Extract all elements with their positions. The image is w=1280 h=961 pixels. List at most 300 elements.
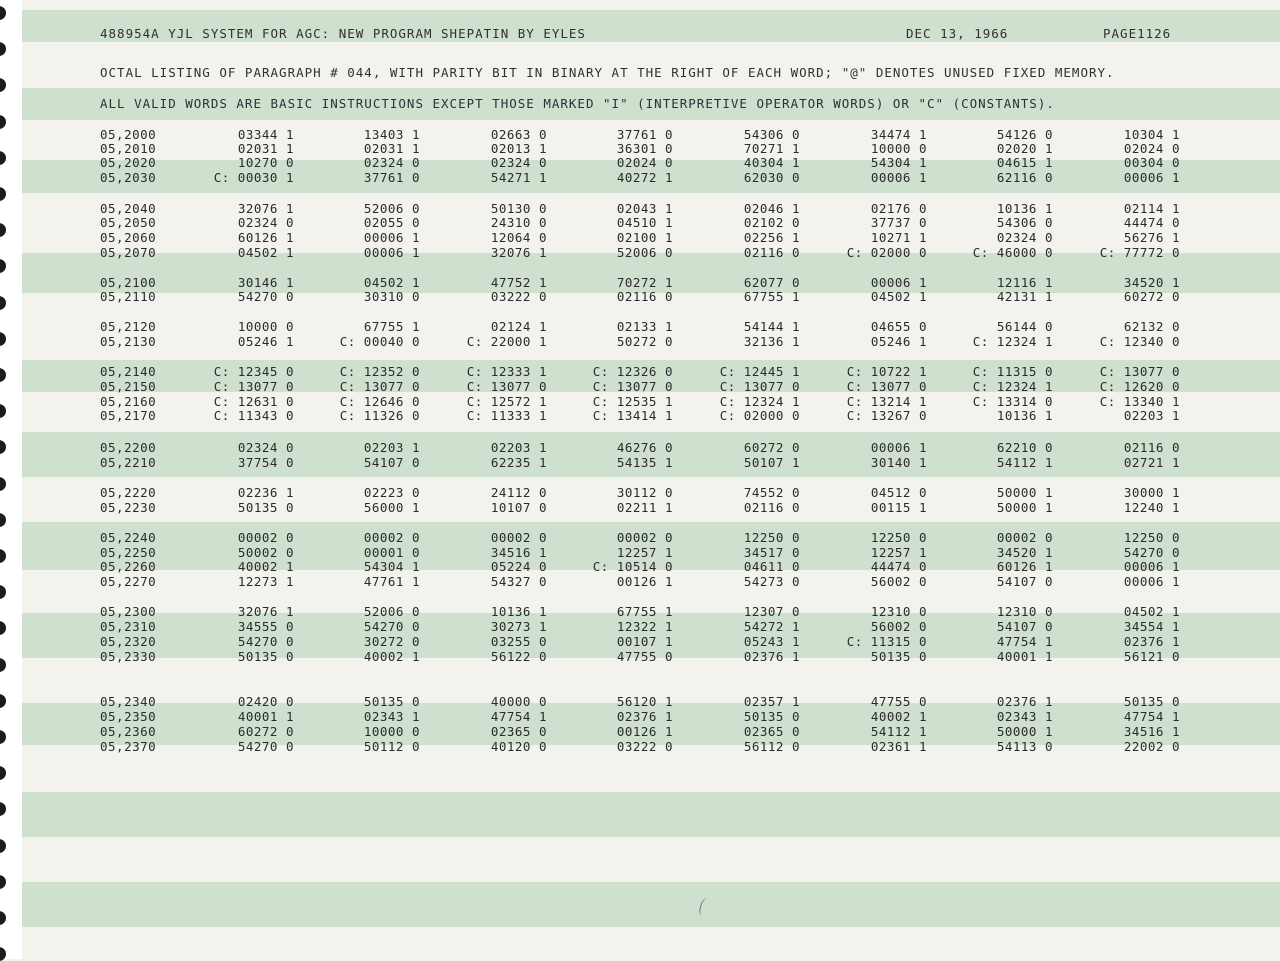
word-cell: 24310 0 — [490, 215, 547, 230]
word-cell: 54107 0 — [996, 574, 1053, 589]
listing-row — [0, 500, 1280, 515]
listing-row — [0, 619, 1280, 634]
word-cell: 46276 0 — [616, 440, 673, 455]
word-cell: 54113 0 — [996, 739, 1053, 754]
word-cell: 50135 0 — [870, 649, 927, 664]
word-cell: 12064 0 — [490, 230, 547, 245]
listing-row — [0, 455, 1280, 470]
word-cell: 02211 1 — [616, 500, 673, 515]
word-cell: 54112 1 — [870, 724, 927, 739]
header-date: DEC 13, 1966 — [906, 26, 1009, 41]
tractor-hole — [0, 6, 6, 20]
word-cell: 02721 1 — [1123, 455, 1180, 470]
address-cell: 05,2320 — [100, 634, 157, 649]
word-cell: 60272 0 — [1123, 289, 1180, 304]
word-cell: 54126 0 — [996, 127, 1053, 142]
address-cell: 05,2120 — [100, 319, 157, 334]
listing-row — [0, 289, 1280, 304]
word-cell: 02361 1 — [870, 739, 927, 754]
word-cell: 56276 1 — [1123, 230, 1180, 245]
tractor-hole — [0, 766, 6, 780]
word-cell: C: 11315 0 — [846, 634, 927, 649]
address-cell: 05,2050 — [100, 215, 157, 230]
address-cell: 05,2100 — [100, 275, 157, 290]
listing-row — [0, 141, 1280, 156]
word-cell: 00002 0 — [616, 530, 673, 545]
word-cell: 22002 0 — [1123, 739, 1180, 754]
word-cell: C: 12352 0 — [339, 364, 420, 379]
listing-row — [0, 275, 1280, 290]
word-cell: 02376 1 — [996, 694, 1053, 709]
address-cell: 05,2130 — [100, 334, 157, 349]
word-cell: 54107 0 — [363, 455, 420, 470]
tractor-hole — [0, 839, 6, 853]
word-cell: 62132 0 — [1123, 319, 1180, 334]
listing-row — [0, 408, 1280, 423]
word-cell: 00126 1 — [616, 574, 673, 589]
listing-row — [0, 379, 1280, 394]
word-cell: 04655 0 — [870, 319, 927, 334]
listing-row — [0, 739, 1280, 754]
word-cell: 00126 1 — [616, 724, 673, 739]
word-cell: C: 12620 0 — [1099, 379, 1180, 394]
address-cell: 05,2270 — [100, 574, 157, 589]
word-cell: 00006 1 — [870, 440, 927, 455]
word-cell: 40000 0 — [490, 694, 547, 709]
word-cell: 02365 0 — [490, 724, 547, 739]
word-cell: C: 10722 1 — [846, 364, 927, 379]
listing-row — [0, 334, 1280, 349]
word-cell: 62116 0 — [996, 170, 1053, 185]
word-cell: 54304 1 — [363, 559, 420, 574]
word-cell: 60126 1 — [237, 230, 294, 245]
word-cell: 00006 1 — [363, 245, 420, 260]
address-cell: 05,2170 — [100, 408, 157, 423]
word-cell: 02663 0 — [490, 127, 547, 142]
word-cell: 44474 0 — [1123, 215, 1180, 230]
address-cell: 05,2360 — [100, 724, 157, 739]
address-cell: 05,2300 — [100, 604, 157, 619]
word-cell: 54135 1 — [616, 455, 673, 470]
word-cell: 02256 1 — [743, 230, 800, 245]
word-cell: 10270 0 — [237, 155, 294, 170]
word-cell: 36301 0 — [616, 141, 673, 156]
word-cell: 47754 1 — [996, 634, 1053, 649]
word-cell: 02324 0 — [490, 155, 547, 170]
word-cell: 56002 0 — [870, 574, 927, 589]
word-cell: 24112 0 — [490, 485, 547, 500]
word-cell: 04510 1 — [616, 215, 673, 230]
word-cell: 00115 1 — [870, 500, 927, 515]
word-cell: 47755 0 — [616, 649, 673, 664]
word-cell: 40002 1 — [237, 559, 294, 574]
word-cell: 10136 1 — [996, 408, 1053, 423]
listing-row — [0, 694, 1280, 709]
address-cell: 05,2010 — [100, 141, 157, 156]
word-cell: 00006 1 — [870, 275, 927, 290]
word-cell: 54272 1 — [743, 619, 800, 634]
word-cell: 02376 1 — [616, 709, 673, 724]
word-cell: 50135 0 — [363, 694, 420, 709]
address-cell: 05,2200 — [100, 440, 157, 455]
word-cell: 03344 1 — [237, 127, 294, 142]
word-cell: 02116 0 — [743, 500, 800, 515]
word-cell: 02343 1 — [996, 709, 1053, 724]
word-cell: 67755 1 — [363, 319, 420, 334]
address-cell: 05,2040 — [100, 201, 157, 216]
listing-row — [0, 574, 1280, 589]
word-cell: 40001 1 — [996, 649, 1053, 664]
word-cell: C: 13414 1 — [592, 408, 673, 423]
word-cell: 50130 0 — [490, 201, 547, 216]
word-cell: C: 12324 1 — [719, 394, 800, 409]
address-cell: 05,2070 — [100, 245, 157, 260]
listing-row — [0, 215, 1280, 230]
word-cell: 47755 0 — [870, 694, 927, 709]
word-cell: 00006 1 — [1123, 170, 1180, 185]
word-cell: 00002 0 — [996, 530, 1053, 545]
word-cell: C: 77772 0 — [1099, 245, 1180, 260]
word-cell: 34517 0 — [743, 545, 800, 560]
word-cell: 12250 0 — [743, 530, 800, 545]
word-cell: 37737 0 — [870, 215, 927, 230]
word-cell: 56112 0 — [743, 739, 800, 754]
word-cell: 02031 1 — [363, 141, 420, 156]
word-cell: 12250 0 — [870, 530, 927, 545]
word-cell: 10107 0 — [490, 500, 547, 515]
word-cell: 56002 0 — [870, 619, 927, 634]
word-cell: 56122 0 — [490, 649, 547, 664]
word-cell: C: 13077 0 — [592, 379, 673, 394]
word-cell: 04502 1 — [870, 289, 927, 304]
word-cell: 12116 1 — [996, 275, 1053, 290]
address-cell: 05,2250 — [100, 545, 157, 560]
word-cell: 34554 1 — [1123, 619, 1180, 634]
word-cell: 02100 1 — [616, 230, 673, 245]
word-cell: 67755 1 — [743, 289, 800, 304]
address-cell: 05,2340 — [100, 694, 157, 709]
word-cell: 34555 0 — [237, 619, 294, 634]
word-cell: 02203 1 — [363, 440, 420, 455]
word-cell: 12250 0 — [1123, 530, 1180, 545]
word-cell: 03255 0 — [490, 634, 547, 649]
word-cell: 40304 1 — [743, 155, 800, 170]
address-cell: 05,2110 — [100, 289, 157, 304]
word-cell: 62210 0 — [996, 440, 1053, 455]
word-cell: 40272 1 — [616, 170, 673, 185]
word-cell: C: 12445 1 — [719, 364, 800, 379]
word-cell: 05246 1 — [870, 334, 927, 349]
word-cell: C: 13314 0 — [972, 394, 1053, 409]
word-cell: 54270 0 — [237, 634, 294, 649]
word-cell: 52006 0 — [616, 245, 673, 260]
address-cell: 05,2330 — [100, 649, 157, 664]
listing-row — [0, 319, 1280, 334]
word-cell: 10136 1 — [996, 201, 1053, 216]
word-cell: 70271 1 — [743, 141, 800, 156]
word-cell: C: 46000 0 — [972, 245, 1053, 260]
listing-row — [0, 394, 1280, 409]
word-cell: 40120 0 — [490, 739, 547, 754]
word-cell: 47754 1 — [1123, 709, 1180, 724]
word-cell: 34516 1 — [1123, 724, 1180, 739]
word-cell: 00107 1 — [616, 634, 673, 649]
word-cell: 50000 1 — [996, 485, 1053, 500]
word-cell: 70272 1 — [616, 275, 673, 290]
word-cell: 34520 1 — [996, 545, 1053, 560]
word-cell: 10000 0 — [237, 319, 294, 334]
word-cell: C: 13077 0 — [846, 379, 927, 394]
word-cell: 30112 0 — [616, 485, 673, 500]
word-cell: 47752 1 — [490, 275, 547, 290]
word-cell: 37754 0 — [237, 455, 294, 470]
word-cell: 62030 0 — [743, 170, 800, 185]
word-cell: C: 13077 0 — [339, 379, 420, 394]
address-cell: 05,2020 — [100, 155, 157, 170]
word-cell: 54273 0 — [743, 574, 800, 589]
word-cell: 02102 0 — [743, 215, 800, 230]
word-cell: 00002 0 — [490, 530, 547, 545]
green-bar — [22, 882, 1280, 927]
word-cell: C: 11343 0 — [213, 408, 294, 423]
word-cell: 13403 1 — [363, 127, 420, 142]
word-cell: 30146 1 — [237, 275, 294, 290]
word-cell: 10304 1 — [1123, 127, 1180, 142]
word-cell: 50272 0 — [616, 334, 673, 349]
word-cell: 02376 1 — [1123, 634, 1180, 649]
listing-row — [0, 724, 1280, 739]
word-cell: 50135 0 — [237, 500, 294, 515]
address-cell: 05,2140 — [100, 364, 157, 379]
word-cell: 12307 0 — [743, 604, 800, 619]
word-cell: 54306 0 — [743, 127, 800, 142]
word-cell: C: 13077 0 — [466, 379, 547, 394]
word-cell: 02324 0 — [996, 230, 1053, 245]
word-cell: 54270 0 — [1123, 545, 1180, 560]
header-title: 488954A YJL SYSTEM FOR AGC: NEW PROGRAM SHEPATIN BY EYLES — [100, 26, 586, 41]
word-cell: 56144 0 — [996, 319, 1053, 334]
word-cell: 32076 1 — [237, 604, 294, 619]
listing-row — [0, 709, 1280, 724]
listing-row — [0, 604, 1280, 619]
header-page: PAGE1126 — [1103, 26, 1172, 41]
word-cell: C: 12572 1 — [466, 394, 547, 409]
address-cell: 05,2230 — [100, 500, 157, 515]
listing-row — [0, 230, 1280, 245]
word-cell: 50000 1 — [996, 500, 1053, 515]
word-cell: C: 12324 1 — [972, 334, 1053, 349]
listing-row — [0, 545, 1280, 560]
word-cell: 37761 0 — [363, 170, 420, 185]
word-cell: C: 13267 0 — [846, 408, 927, 423]
word-cell: 50135 0 — [1123, 694, 1180, 709]
word-cell: C: 12326 0 — [592, 364, 673, 379]
word-cell: C: 02000 0 — [846, 245, 927, 260]
green-bar — [22, 792, 1280, 837]
word-cell: 12257 1 — [870, 545, 927, 560]
word-cell: 04615 1 — [996, 155, 1053, 170]
word-cell: C: 13340 1 — [1099, 394, 1180, 409]
word-cell: C: 00030 1 — [213, 170, 294, 185]
address-cell: 05,2350 — [100, 709, 157, 724]
word-cell: 02024 0 — [1123, 141, 1180, 156]
word-cell: 02223 0 — [363, 485, 420, 500]
listing-row — [0, 245, 1280, 260]
word-cell: C: 12631 0 — [213, 394, 294, 409]
word-cell: 30000 1 — [1123, 485, 1180, 500]
word-cell: 34520 1 — [1123, 275, 1180, 290]
word-cell: 12240 1 — [1123, 500, 1180, 515]
word-cell: 12273 1 — [237, 574, 294, 589]
word-cell: 60272 0 — [743, 440, 800, 455]
word-cell: 03222 0 — [490, 289, 547, 304]
word-cell: 47761 1 — [363, 574, 420, 589]
word-cell: 02324 0 — [237, 215, 294, 230]
word-cell: 00006 1 — [870, 170, 927, 185]
word-cell: 04502 1 — [1123, 604, 1180, 619]
word-cell: 54270 0 — [363, 619, 420, 634]
word-cell: 54327 0 — [490, 574, 547, 589]
listing-row — [0, 634, 1280, 649]
word-cell: 02176 0 — [870, 201, 927, 216]
word-cell: C: 13214 1 — [846, 394, 927, 409]
word-cell: 30140 1 — [870, 455, 927, 470]
listing-row — [0, 559, 1280, 574]
word-cell: 56120 1 — [616, 694, 673, 709]
tractor-hole — [0, 259, 6, 273]
word-cell: 10000 0 — [870, 141, 927, 156]
word-cell: C: 12535 1 — [592, 394, 673, 409]
word-cell: 02365 0 — [743, 724, 800, 739]
address-cell: 05,2160 — [100, 394, 157, 409]
word-cell: 60126 1 — [996, 559, 1053, 574]
word-cell: 32076 1 — [237, 201, 294, 216]
word-cell: 02046 1 — [743, 201, 800, 216]
word-cell: 02043 1 — [616, 201, 673, 216]
word-cell: 00304 0 — [1123, 155, 1180, 170]
word-cell: 02020 1 — [996, 141, 1053, 156]
word-cell: 30273 1 — [490, 619, 547, 634]
word-cell: 47754 1 — [490, 709, 547, 724]
word-cell: 05224 0 — [490, 559, 547, 574]
word-cell: 04512 0 — [870, 485, 927, 500]
word-cell: C: 12324 1 — [972, 379, 1053, 394]
word-cell: 44474 0 — [870, 559, 927, 574]
word-cell: C: 12333 1 — [466, 364, 547, 379]
address-cell: 05,2030 — [100, 170, 157, 185]
word-cell: 02013 1 — [490, 141, 547, 156]
word-cell: 02420 0 — [237, 694, 294, 709]
word-cell: 02116 0 — [743, 245, 800, 260]
word-cell: 02203 1 — [490, 440, 547, 455]
word-cell: 34474 1 — [870, 127, 927, 142]
word-cell: C: 13077 0 — [719, 379, 800, 394]
legend-line-1: OCTAL LISTING OF PARAGRAPH # 044, WITH PARITY BIT IN BINARY AT THE RIGHT OF EACH WORD; "@" DENOTES UNUSED FIXED MEMORY. — [100, 65, 1115, 80]
word-cell: 00002 0 — [363, 530, 420, 545]
word-cell: 02324 0 — [363, 155, 420, 170]
listing-row — [0, 170, 1280, 185]
word-cell: 62077 0 — [743, 275, 800, 290]
listing-row — [0, 127, 1280, 142]
word-cell: 02124 1 — [490, 319, 547, 334]
word-cell: 02055 0 — [363, 215, 420, 230]
word-cell: 00002 0 — [237, 530, 294, 545]
word-cell: 32076 1 — [490, 245, 547, 260]
address-cell: 05,2150 — [100, 379, 157, 394]
word-cell: 54270 0 — [237, 739, 294, 754]
word-cell: 42131 1 — [996, 289, 1053, 304]
word-cell: 02343 1 — [363, 709, 420, 724]
word-cell: 02357 1 — [743, 694, 800, 709]
word-cell: 12310 0 — [996, 604, 1053, 619]
word-cell: 37761 0 — [616, 127, 673, 142]
word-cell: 04611 0 — [743, 559, 800, 574]
word-cell: 54270 0 — [237, 289, 294, 304]
word-cell: 56121 0 — [1123, 649, 1180, 664]
word-cell: C: 02000 0 — [719, 408, 800, 423]
word-cell: 00001 0 — [363, 545, 420, 560]
word-cell: C: 11326 0 — [339, 408, 420, 423]
listing-row — [0, 155, 1280, 170]
word-cell: 02203 1 — [1123, 408, 1180, 423]
word-cell: 02116 0 — [1123, 440, 1180, 455]
word-cell: 50135 0 — [237, 649, 294, 664]
word-cell: 50000 1 — [996, 724, 1053, 739]
word-cell: 30310 0 — [363, 289, 420, 304]
word-cell: C: 13077 0 — [213, 379, 294, 394]
word-cell: 74552 0 — [743, 485, 800, 500]
word-cell: 54304 1 — [870, 155, 927, 170]
address-cell: 05,2370 — [100, 739, 157, 754]
word-cell: 10000 0 — [363, 724, 420, 739]
tractor-hole — [0, 187, 6, 201]
word-cell: 02116 0 — [616, 289, 673, 304]
word-cell: 62235 1 — [490, 455, 547, 470]
word-cell: 02236 1 — [237, 485, 294, 500]
word-cell: 04502 1 — [237, 245, 294, 260]
word-cell: 54144 1 — [743, 319, 800, 334]
word-cell: 12257 1 — [616, 545, 673, 560]
word-cell: 60272 0 — [237, 724, 294, 739]
word-cell: 00006 1 — [1123, 559, 1180, 574]
listing-row — [0, 530, 1280, 545]
word-cell: 40001 1 — [237, 709, 294, 724]
word-cell: 52006 0 — [363, 201, 420, 216]
word-cell: 50112 0 — [363, 739, 420, 754]
address-cell: 05,2060 — [100, 230, 157, 245]
word-cell: 02031 1 — [237, 141, 294, 156]
word-cell: C: 12340 0 — [1099, 334, 1180, 349]
word-cell: 67755 1 — [616, 604, 673, 619]
listing-row — [0, 649, 1280, 664]
listing-row — [0, 440, 1280, 455]
word-cell: 02376 1 — [743, 649, 800, 664]
word-cell: 02024 0 — [616, 155, 673, 170]
word-cell: C: 13077 0 — [1099, 364, 1180, 379]
address-cell: 05,2000 — [100, 127, 157, 142]
word-cell: 50135 0 — [743, 709, 800, 724]
word-cell: 12310 0 — [870, 604, 927, 619]
legend-line-2: ALL VALID WORDS ARE BASIC INSTRUCTIONS EXCEPT THOSE MARKED "I" (INTERPRETIVE OPERATOR WORDS) OR "C" (CONSTANTS). — [100, 96, 1055, 111]
tractor-hole — [0, 875, 6, 889]
word-cell: 40002 1 — [363, 649, 420, 664]
address-cell: 05,2220 — [100, 485, 157, 500]
tractor-hole — [0, 78, 6, 92]
word-cell: 34516 1 — [490, 545, 547, 560]
word-cell: C: 11315 0 — [972, 364, 1053, 379]
word-cell: C: 00040 0 — [339, 334, 420, 349]
listing-row — [0, 201, 1280, 216]
